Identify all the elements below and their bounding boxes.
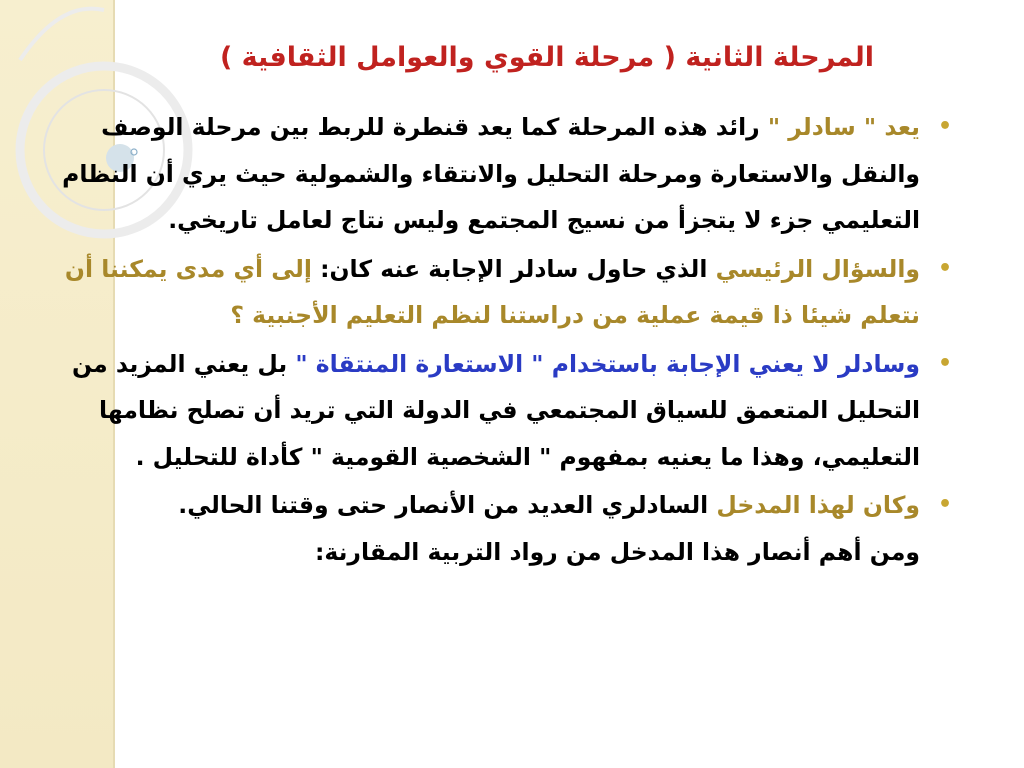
item1-text: رائد هذه المرحلة كما يعد قنطرة للربط بين مرحلة الوصف والنقل والاستعارة ومرحلة التحليل والانتقاء والشمولية حيث يري أن النظام التعليمي جزء لا يتجزأ من نسيج المجتمع وليس نتاج لعامل تاريخي. <box>62 113 920 234</box>
decor-arc <box>20 9 104 60</box>
bullet-icon: • <box>937 114 952 139</box>
slide-content <box>40 104 952 577</box>
item2-highlight: والسؤال الرئيسي <box>715 254 920 283</box>
bullet-item-sadler-pioneer <box>40 104 952 244</box>
item1-highlight: يعد " سادلر " <box>767 113 920 141</box>
bullet-icon: • <box>937 350 952 376</box>
item4-highlight: وكان لهذا المدخل <box>716 491 920 519</box>
item2-question: إلى أي مدى يمكننا أن نتعلم شيئا ذا قيمة عملية من دراستنا لنظم التعليم الأجنبية ؟ <box>64 254 920 329</box>
bullet-icon: • <box>937 492 952 517</box>
item3-text: بل يعني المزيد من التحليل المتعمق للسياق المجتمعي في الدولة التي تريد أن تصلح نظامها التعليمي، وهذا ما يعنيه بمفهوم " الشخصية القومية " كأداة للتحليل . <box>72 349 920 471</box>
bullet-icon: • <box>937 255 952 281</box>
slide-title: المرحلة الثانية ( مرحلة القوي والعوامل الثقافية ) <box>219 42 874 73</box>
bullet-item-main-question <box>40 246 952 339</box>
item4-text: السادلري العديد من الأنصار حتى وقتنا الحالي. <box>178 491 717 519</box>
bullet-item-selective-borrowing <box>40 341 952 481</box>
item3-highlight: وسادلر لا يعني الإجابة باستخدام " الاستعارة المنتقاة " <box>295 349 920 378</box>
item2-text: الذي حاول سادلر الإجابة عنه كان: <box>311 254 716 283</box>
bullet-item-supporters <box>40 482 952 575</box>
item4-text-line2: ومن أهم أنصار هذا المدخل من رواد التربية المقارنة: <box>314 537 920 566</box>
